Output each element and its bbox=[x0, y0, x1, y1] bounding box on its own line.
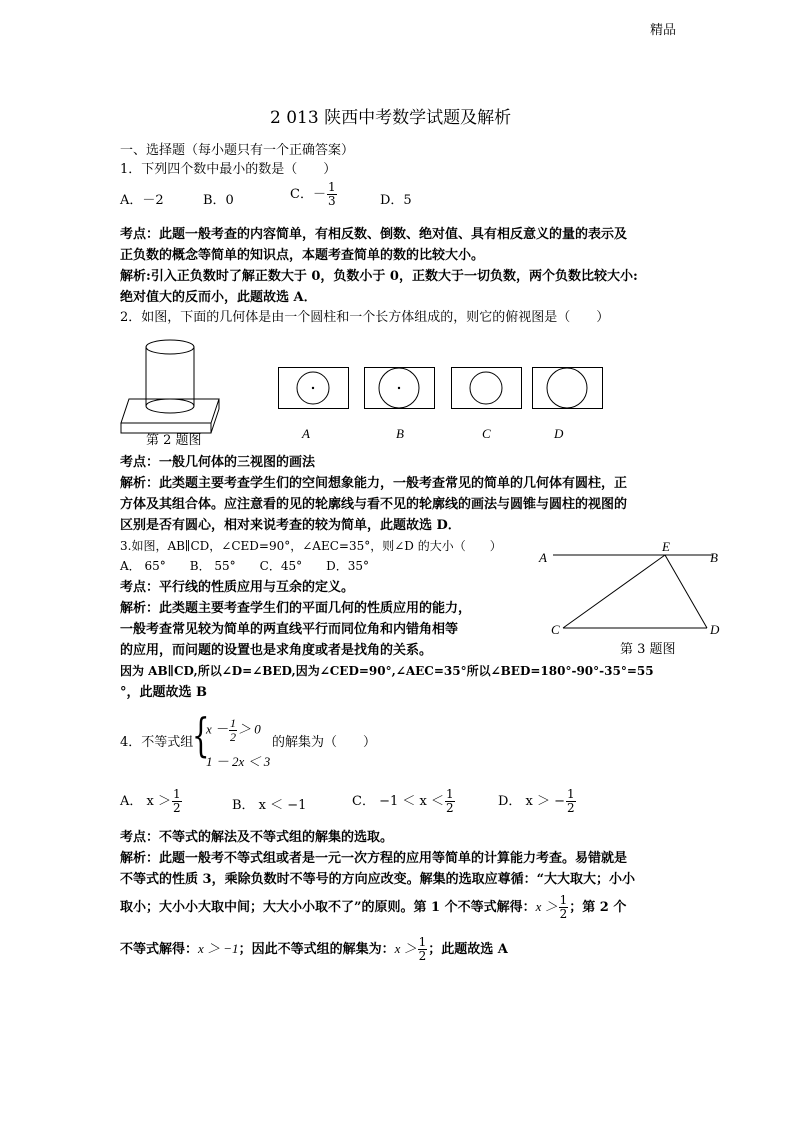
q4-option-c bbox=[352, 788, 456, 815]
ineq1-suffix: ＞ 0 bbox=[238, 721, 261, 737]
q2-stem: 2．如图，下面的几何体是由一个圆柱和一个长方体组成的，则它的俯视图是（ ） bbox=[120, 310, 610, 325]
q4-jiexi-line3 bbox=[120, 894, 626, 921]
q1-kaodian-line2: 正负数的概念等简单的知识点，本题考查简单的数的比较大小。 bbox=[120, 248, 485, 263]
q3-jiexi-line4: 因为 AB∥CD,所以∠D=∠BED,因为∠CED=90°,∠AEC=35°所以∠BED=180°-90°-35°=55 bbox=[120, 664, 654, 678]
q4-inequality-2: 1 － 2x ＜ 3 bbox=[206, 754, 271, 769]
section-heading: 一、选择题（每小题只有一个正确答案） bbox=[120, 143, 355, 158]
q3-point-d: D bbox=[710, 622, 720, 637]
q3-point-e: E bbox=[662, 539, 670, 554]
kaodian-label: 考点： bbox=[120, 580, 160, 595]
q2-figure-caption: 第 2 题图 bbox=[146, 433, 202, 448]
fraction-denominator: 3 bbox=[327, 194, 336, 208]
q3-stem: 3.如图，AB∥CD，∠CED=90°，∠AEC=35°，则∠D 的大小（ ） bbox=[120, 539, 502, 553]
fraction-denominator: 2 bbox=[559, 907, 568, 921]
fraction-denominator: 2 bbox=[567, 801, 575, 815]
kaodian-text: 一般几何体的三视图的画法 bbox=[159, 455, 316, 470]
q4-jiexi-line4 bbox=[120, 936, 508, 963]
jiexi-text: 此题一般考不等式组或者是一元一次方程的应用等简单的计算能力考查。易错就是 bbox=[159, 851, 628, 866]
jiexi-text: 此类题主要考查学生们的空间想象能力，一般考查常见的简单的几何体有圆柱，正 bbox=[159, 476, 628, 491]
q2-view-c bbox=[451, 367, 523, 411]
jiexi-text: ；因此不等式组的解集为： bbox=[238, 942, 395, 957]
q4-jiexi bbox=[120, 849, 627, 869]
option-prefix: C． −1 ＜ x ＜ bbox=[352, 794, 444, 809]
ineq1-fraction bbox=[229, 717, 237, 744]
option-fraction bbox=[172, 788, 182, 815]
option-prefix: D． x ＞ − bbox=[498, 794, 566, 809]
inline-math: x ＞ bbox=[394, 941, 417, 956]
option-fraction bbox=[445, 788, 455, 815]
q4-stem-prefix: 4．不等式组 bbox=[120, 735, 194, 750]
q4-option-b: B． x ＜ −1 bbox=[232, 798, 307, 813]
fraction-denominator: 2 bbox=[173, 801, 181, 815]
q3-kaodian bbox=[120, 578, 354, 598]
q2-label-a: A bbox=[302, 426, 310, 441]
q1-option-a: A．－2 bbox=[120, 193, 164, 208]
jiexi-text: 此类题主要考查学生们的平面几何的性质应用的能力， bbox=[159, 601, 472, 616]
fraction-numerator: 1 bbox=[230, 716, 237, 730]
q2-view-d bbox=[532, 367, 604, 411]
q2-jiexi-line3: 区别是否有圆心，相对来说考查的较为简单，此题故选 D． bbox=[120, 518, 461, 533]
kaodian-label: 考点： bbox=[120, 830, 160, 845]
fraction-numerator: 1 bbox=[559, 893, 568, 907]
q1-option-b: B．0 bbox=[203, 193, 234, 208]
q4-brace: { bbox=[192, 708, 210, 762]
q1-option-c-prefix: C．－ bbox=[290, 187, 326, 202]
q3-jiexi-line2: 一般考查常见较为简单的两直线平行而同位角和内错角相等 bbox=[120, 622, 459, 637]
jiexi-text: 引入正负数时了解正数大于 0，负数小于 0，正数大于一切负数，两个负数比较大小: bbox=[150, 269, 638, 284]
q3-jiexi-line3: 的应用，而问题的设置也是求角度或者是找角的关系。 bbox=[120, 643, 433, 658]
kaodian-label: 考点： bbox=[120, 227, 160, 242]
inline-fraction bbox=[559, 894, 569, 921]
jiexi-text: 不等式解得： bbox=[120, 942, 199, 957]
fraction-numerator: 1 bbox=[327, 180, 336, 194]
q1-option-d: D．5 bbox=[380, 193, 412, 208]
kaodian-text: 不等式的解法及不等式组的解集的选取。 bbox=[159, 830, 394, 845]
header-tag: 精品 bbox=[650, 23, 677, 38]
q2-view-a bbox=[278, 367, 350, 411]
inline-math: x ＞ −1 bbox=[198, 941, 239, 956]
q2-jiexi bbox=[120, 474, 627, 494]
q2-label-c: C bbox=[482, 426, 491, 441]
page-title: 2 013 陕西中考数学试题及解析 bbox=[270, 108, 512, 128]
q3-jiexi bbox=[120, 599, 471, 619]
fraction-numerator: 1 bbox=[445, 787, 454, 801]
jiexi-label: 解析: bbox=[120, 269, 151, 284]
q4-inequality-1 bbox=[206, 717, 261, 744]
q4-jiexi-line2: 不等式的性质 3，乘除负数时不等号的方向应改变。解集的选取应尊循：“大大取大；小小 bbox=[120, 872, 636, 887]
q3-options: A． 65° B． 55° C．45° D．35° bbox=[120, 559, 369, 573]
q1-kaodian bbox=[120, 225, 627, 245]
jiexi-text: ；第 2 个 bbox=[569, 900, 627, 915]
q4-stem-suffix: 的解集为（ ） bbox=[272, 735, 377, 750]
kaodian-text: 此题一般考查的内容简单，有相反数、倒数、绝对值、具有相反意义的量的表示及 bbox=[159, 227, 628, 242]
q3-point-a: A bbox=[539, 550, 547, 565]
q4-option-d bbox=[498, 788, 577, 815]
q2-view-b bbox=[364, 367, 436, 411]
q3-point-b: B bbox=[710, 550, 718, 565]
q1-stem: 1．下列四个数中最小的数是（ ） bbox=[120, 162, 337, 177]
kaodian-label: 考点： bbox=[120, 455, 160, 470]
kaodian-text: 平行线的性质应用与互余的定义。 bbox=[159, 580, 355, 595]
q3-figure-caption: 第 3 题图 bbox=[620, 642, 676, 657]
q3-figure bbox=[535, 540, 725, 640]
q2-kaodian bbox=[120, 453, 315, 473]
q2-label-d: D bbox=[554, 426, 564, 441]
fraction-denominator: 2 bbox=[445, 801, 454, 815]
q3-jiexi-line5: °，此题故选 B bbox=[120, 685, 208, 700]
q4-kaodian bbox=[120, 828, 393, 848]
inline-fraction bbox=[418, 936, 428, 963]
q4-option-a bbox=[120, 788, 183, 815]
fraction-numerator: 1 bbox=[567, 787, 575, 801]
option-prefix: A． x ＞ bbox=[120, 794, 171, 809]
q2-solid-figure bbox=[115, 335, 225, 435]
fraction-denominator: 2 bbox=[230, 730, 237, 744]
fraction-denominator: 2 bbox=[418, 949, 427, 963]
fraction-numerator: 1 bbox=[418, 935, 427, 949]
ineq1-prefix: x － bbox=[206, 721, 229, 737]
inline-math: x ＞ bbox=[535, 899, 558, 914]
q1-jiexi-line2: 绝对值大的反而小，此题故选 A． bbox=[120, 290, 317, 305]
q1-option-c-fraction bbox=[327, 181, 337, 208]
fraction-numerator: 1 bbox=[173, 787, 181, 801]
q3-point-c: C bbox=[551, 622, 560, 637]
q2-jiexi-line2: 方体及其组合体。应注意看的见的轮廓线与看不见的轮廓线的画法与圆锥与圆柱的视图的 bbox=[120, 497, 628, 512]
q1-option-c bbox=[290, 181, 338, 208]
jiexi-label: 解析： bbox=[120, 601, 160, 616]
q2-label-b: B bbox=[396, 426, 404, 441]
q1-jiexi bbox=[120, 267, 638, 287]
jiexi-text: ；此题故选 A bbox=[428, 942, 508, 957]
option-fraction bbox=[566, 788, 576, 815]
jiexi-label: 解析： bbox=[120, 476, 160, 491]
jiexi-label: 解析： bbox=[120, 851, 160, 866]
jiexi-text: 取小；大小小大取中间；大大小小取不了”的原则。第 1 个不等式解得： bbox=[120, 900, 536, 915]
